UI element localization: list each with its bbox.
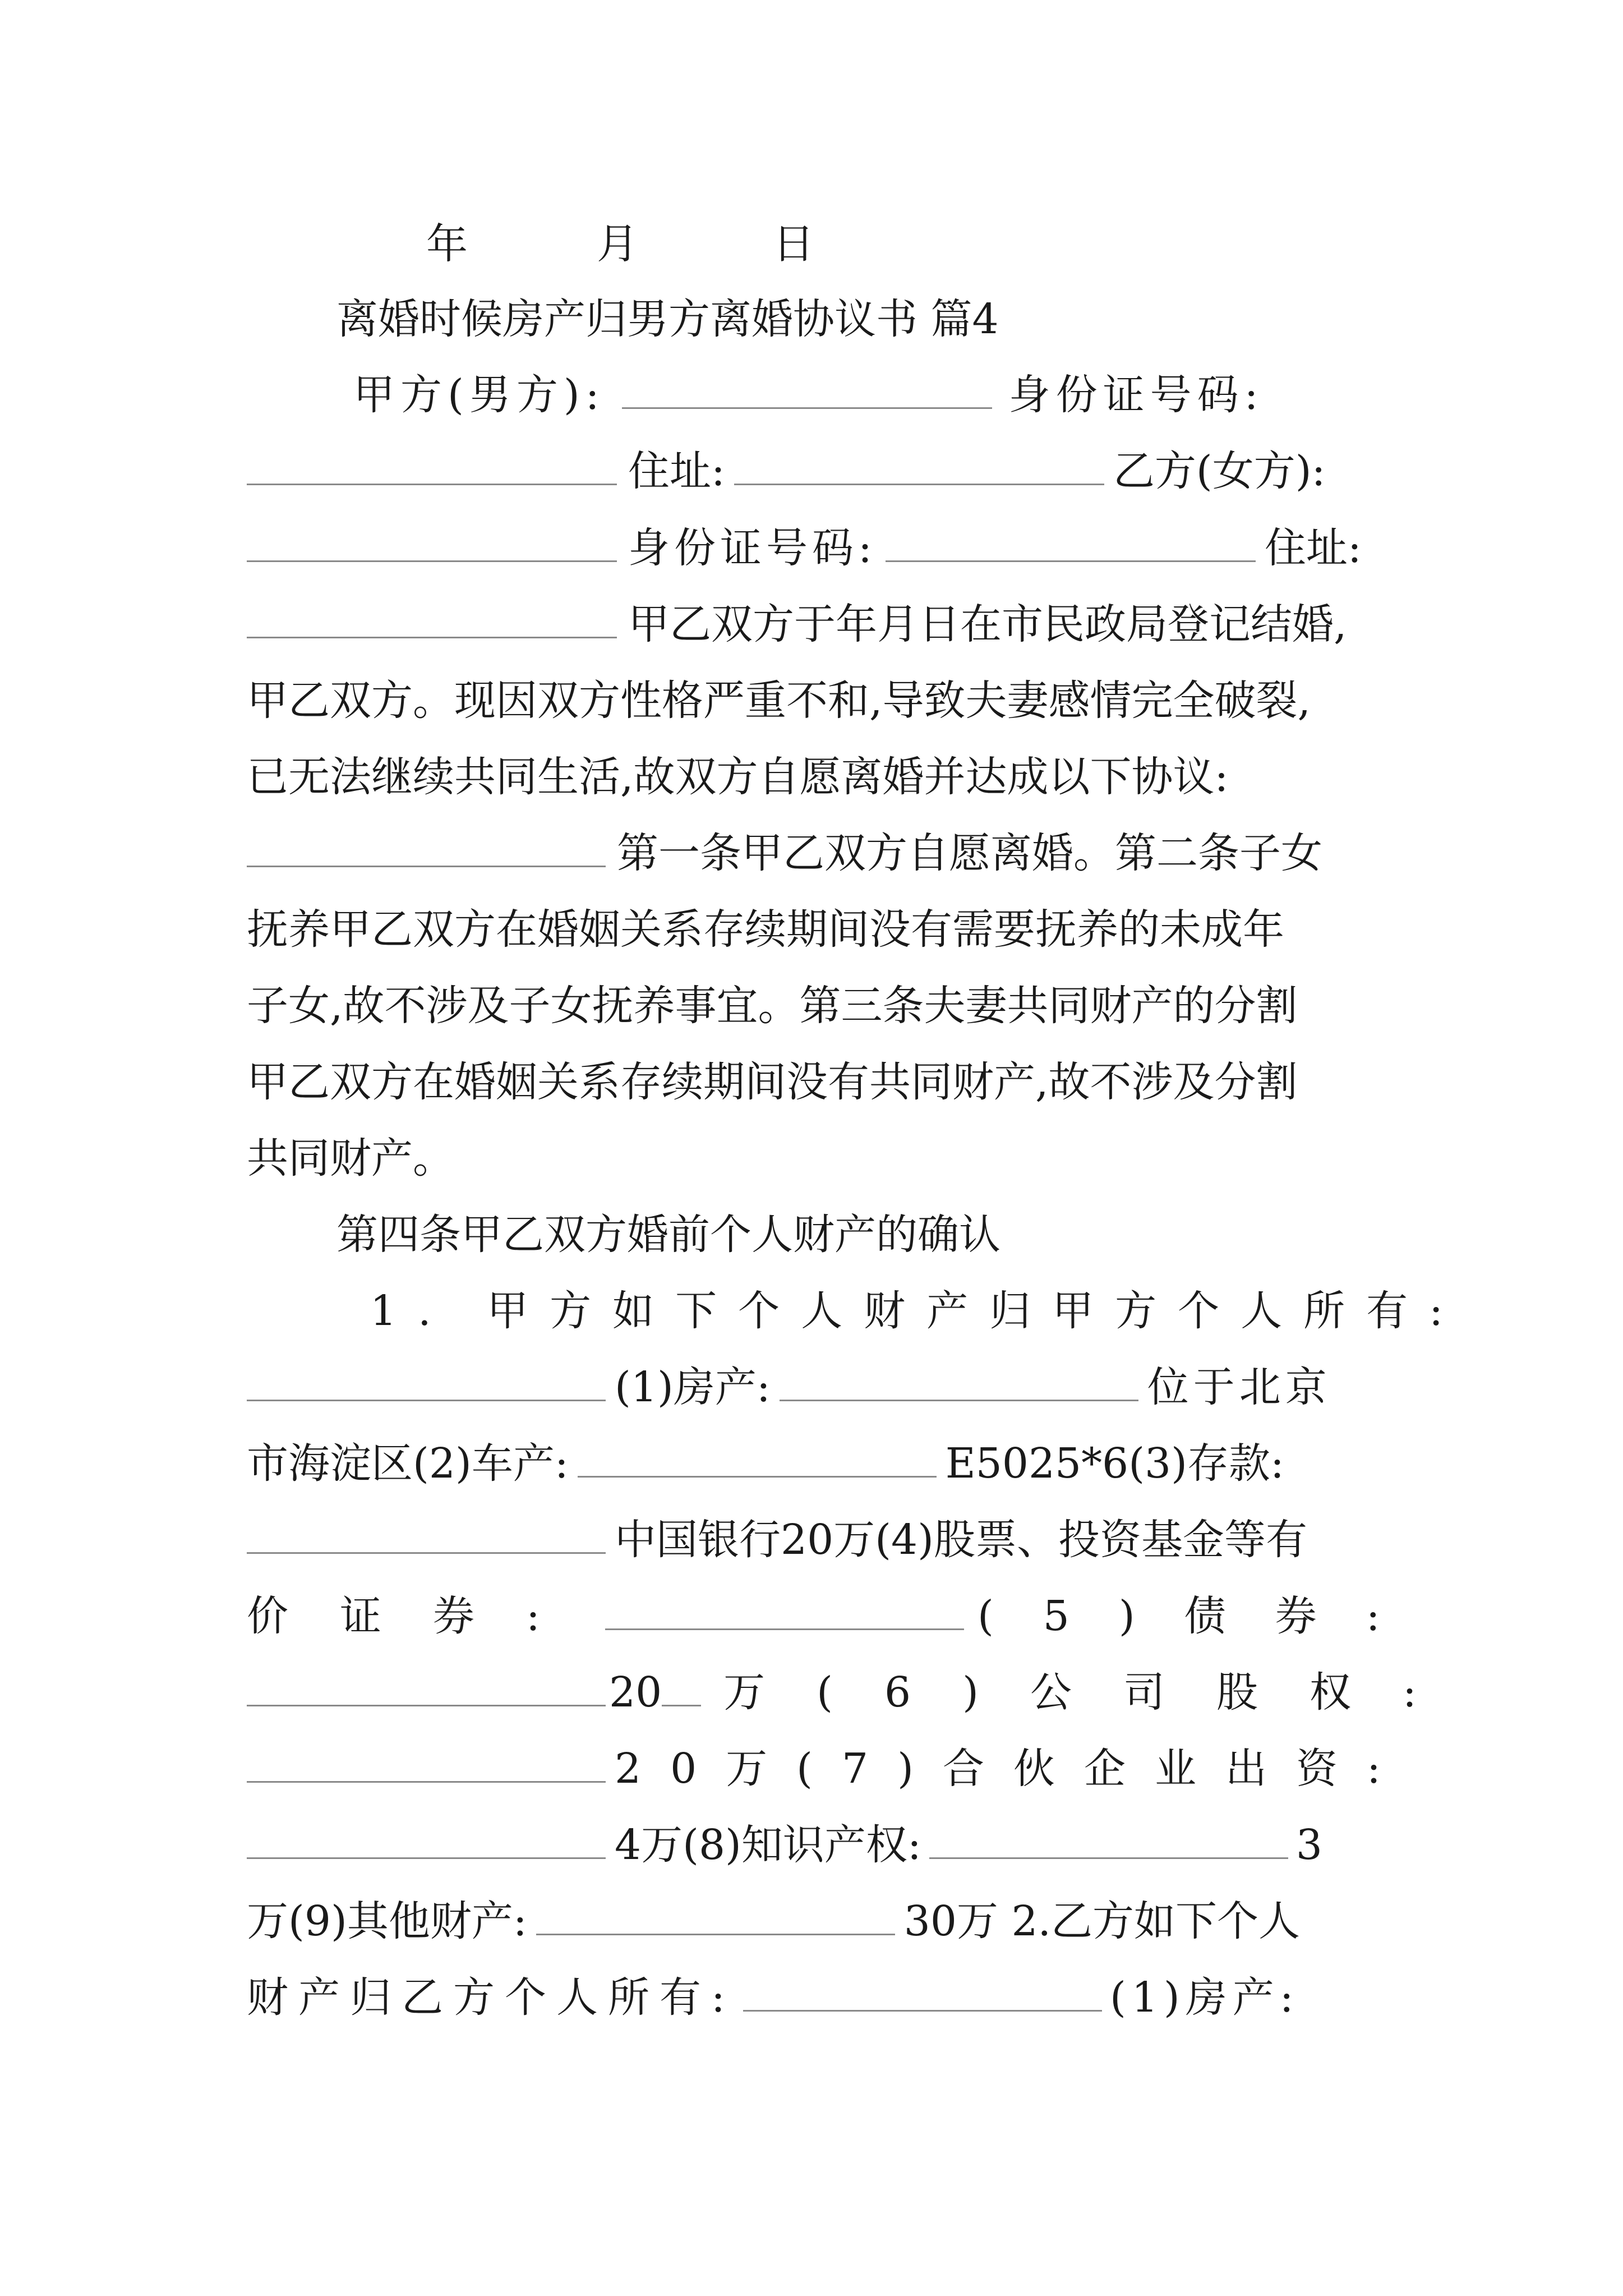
party-b-property-line	[247, 1973, 1299, 2022]
house-label: (1)房产:	[615, 1363, 771, 1411]
party-a-property-heading: 1. 甲方如下个人财产归甲方个人所有:	[370, 1287, 1465, 1335]
party-a-address-line	[247, 447, 1326, 495]
other-property-line	[247, 1897, 1301, 1945]
ip-blank[interactable]	[929, 1825, 1288, 1859]
deposit-line	[247, 1516, 1307, 1564]
partnership-blank[interactable]	[247, 1825, 606, 1859]
address-label-1: 住址:	[628, 447, 725, 495]
party-b-name-blank[interactable]	[247, 528, 617, 562]
party-a-address-blank[interactable]	[734, 451, 1104, 485]
house-blank[interactable]	[780, 1367, 1138, 1401]
body-line-6: 已无法继续共同生活,故双方自愿离婚并达成以下协议:	[247, 753, 1229, 801]
securities-blank[interactable]	[605, 1596, 964, 1630]
house-location: 位于北京	[1147, 1363, 1331, 1411]
party-b-label: 乙方(女方):	[1113, 447, 1326, 495]
other-property-blank[interactable]	[536, 1901, 895, 1935]
party-a-label: 甲方(男方):	[353, 371, 605, 419]
date-day: 日	[773, 220, 814, 268]
body-line-9: 子女,故不涉及子女抚养事宜。第三条夫妻共同财产的分割	[247, 982, 1298, 1030]
equity-label: 万(6)公司股权:	[723, 1668, 1468, 1717]
address-label-2: 住址:	[1264, 524, 1362, 572]
clause-one-blank[interactable]	[247, 833, 606, 867]
other-property-label: 万(9)其他财产:	[247, 1897, 527, 1945]
equity-blank[interactable]	[247, 1749, 606, 1783]
equity-line	[247, 1745, 1410, 1793]
securities-line	[247, 1592, 1430, 1640]
deposit-text: 中国银行20万(4)股票、投资基金等有	[615, 1516, 1307, 1564]
ip-line	[247, 1821, 1322, 1869]
vehicle-line	[247, 1439, 1284, 1488]
party-a-id-blank[interactable]	[247, 451, 617, 485]
party-a-line	[353, 371, 1264, 419]
ip-label: 4万(8)知识产权:	[615, 1821, 921, 1869]
date-year: 年	[426, 220, 468, 268]
bonds-line	[247, 1668, 1468, 1717]
partnership-label: 20万(7)合伙企业出资:	[615, 1745, 1410, 1793]
clause-one-line	[247, 829, 1322, 877]
clause-four-heading: 第四条甲乙双方婚前个人财产的确认	[336, 1211, 1000, 1259]
party-b-id-blank[interactable]	[886, 528, 1256, 562]
bonds-label: (5)债券:	[977, 1592, 1430, 1640]
party-b-id-label: 身份证号码:	[628, 524, 877, 572]
body-line-11: 共同财产。	[247, 1134, 454, 1182]
deposit-blank[interactable]	[247, 1520, 606, 1554]
date-line	[426, 220, 814, 268]
party-b-property-label: 财产归乙方个人所有:	[247, 1973, 735, 2022]
party-b-property-blank[interactable]	[743, 1977, 1102, 2012]
party-a-name-blank[interactable]	[622, 375, 992, 409]
body-line-10: 甲乙双方在婚姻关系存续期间没有共同财产,故不涉及分割	[247, 1058, 1298, 1106]
marriage-registration-text: 甲乙双方于年月日在市民政局登记结婚,	[628, 600, 1347, 648]
other-property-value: 30万 2.乙方如下个人	[903, 1897, 1301, 1945]
bonds-blank[interactable]	[247, 1672, 606, 1706]
party-b-id-line	[247, 524, 1362, 572]
clause-one-text: 第一条甲乙双方自愿离婚。第二条子女	[617, 829, 1322, 877]
vehicle-plate-deposit: E5025*6(3)存款:	[945, 1439, 1284, 1488]
body-line-5: 甲乙双方。现因双方性格严重不和,导致夫妻感情完全破裂,	[247, 677, 1311, 725]
party-b-address-blank[interactable]	[247, 604, 617, 638]
party-a-id-label: 身份证号码:	[1008, 371, 1264, 419]
bonds-value: 20	[609, 1668, 662, 1717]
party-a-property-blank[interactable]	[247, 1367, 606, 1401]
vehicle-label: 市海淀区(2)车产:	[247, 1439, 569, 1488]
bonds-value-underline[interactable]	[662, 1672, 701, 1706]
securities-label: 价证券:	[247, 1592, 592, 1640]
date-month: 月	[597, 220, 638, 268]
house-property-line	[247, 1363, 1331, 1411]
body-line-8: 抚养甲乙双方在婚姻关系存续期间没有需要抚养的未成年	[247, 905, 1284, 954]
document-title: 离婚时候房产归男方离婚协议书 篇4	[336, 295, 999, 343]
party-b-house-label: (1)房产:	[1109, 1973, 1299, 2022]
ip-value: 3	[1295, 1821, 1322, 1869]
vehicle-blank[interactable]	[578, 1443, 937, 1478]
marriage-registration-line	[247, 600, 1347, 648]
